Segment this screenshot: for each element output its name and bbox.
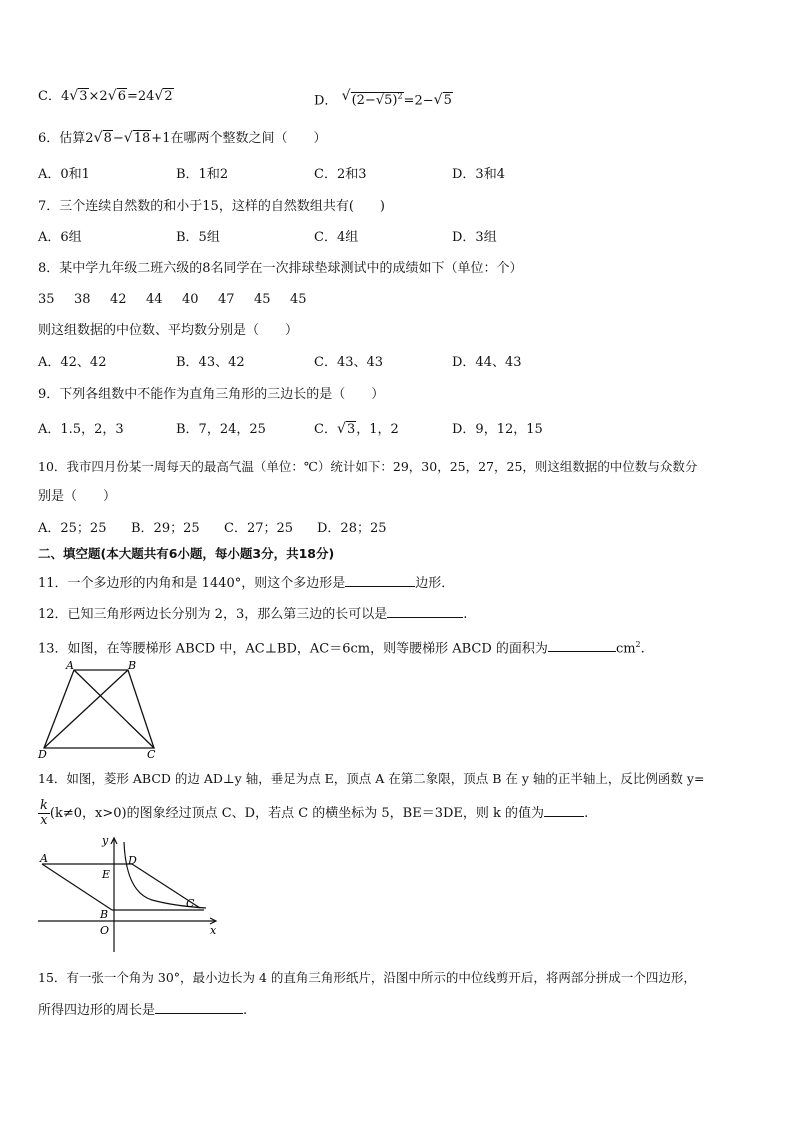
q-text: 11．一个多边形的内角和是 1440°，则这个多边形是 (38, 576, 346, 591)
fraction-k-over-x: $\frac{k}{x}$ (40, 798, 48, 828)
question-13 (38, 636, 645, 658)
q10-option-c: C．27；25 (224, 521, 294, 536)
q8-option-c: C．43、43 (314, 355, 384, 370)
question-14-line1: 14．如图，菱形 ABCD 的边 AD⊥y 轴，垂足为点 E，顶点 A 在第二象限，顶点 B 在 y 轴的正半轴上，反比例函数 y= (38, 771, 705, 786)
q5-option-c (38, 88, 174, 106)
q9-option-c (314, 421, 399, 439)
data-value: 44 (146, 292, 163, 307)
vertex-c-label: C (147, 748, 156, 760)
answer-blank (345, 573, 415, 587)
q-text: . (584, 806, 589, 821)
option-text: ，1，2 (356, 422, 399, 437)
sqrt-expr: √ 3 (337, 421, 356, 439)
option-label: C． (314, 422, 337, 437)
q7-option-a: A．6组 (38, 230, 82, 245)
x-axis-label: x (210, 924, 217, 937)
vertex-d-label: D (38, 748, 47, 760)
question-7: 7．三个连续自然数的和小于15，这样的自然数组共有( ) (38, 199, 385, 214)
question-15-line1: 15．有一张一个角为 30°，最小边长为 4 的直角三角形纸片，沿图中所示的中位线剪开后，将两部分拼成一个四边形， (38, 970, 696, 985)
data-value: 35 (38, 292, 55, 307)
point-a-label: A (40, 852, 48, 865)
point-d-label: D (128, 854, 137, 867)
q-text: 13．如图，在等腰梯形 ABCD 中，AC⊥BD，AC＝6cm，则等腰梯形 ABCD 的面积为 (38, 641, 548, 657)
q-text: . (243, 1003, 248, 1018)
sqrt-expr: √ 2 (154, 88, 173, 106)
section-heading: 二、填空题(本大题共有6小题，每小题3分，共18分) (38, 546, 335, 561)
q10-option-b: B．29；25 (131, 521, 200, 536)
vertex-a-label: A (66, 660, 74, 672)
q6-option-b: B．1和2 (176, 167, 229, 182)
q8-ask: 则这组数据的中位数、平均数分别是（ ） (38, 323, 299, 338)
option-label: D． (314, 93, 338, 109)
coef: 4 (60, 89, 70, 104)
sqrt-expr: √ 5 (434, 92, 453, 110)
op: ×2 (88, 89, 108, 104)
sqrt-expr: √ $(2-√5)^2$ (342, 88, 404, 110)
question-11 (38, 573, 454, 593)
point-c-label: C (186, 897, 195, 910)
q-text: . (463, 607, 468, 622)
sqrt-expr: √ 6 (108, 88, 127, 106)
question-10-line1: 10．我市四月份某一周每天的最高气温（单位：℃）统计如下：29，30，25，27，25，则这组数据的中位数与众数分 (38, 459, 698, 474)
option-label: C． (38, 89, 61, 104)
q8-option-b: B．43、42 (176, 355, 245, 370)
data-value: 40 (182, 292, 199, 307)
q-text: (k≠0，x>0)的图象经过顶点 C、D，若点 C 的横坐标为 5，BE＝3DE，则 k 的值为 (49, 806, 545, 821)
q6-option-d: D．3和4 (452, 167, 505, 182)
q10-option-a: A．25；25 (38, 521, 107, 536)
q8-data-row (38, 291, 326, 309)
data-value: 47 (218, 292, 235, 307)
q-text: 12．已知三角形两边长分别为 2，3，那么第三边的长可以是 (38, 607, 388, 622)
data-value: 38 (74, 292, 91, 307)
unit-exponent: 2 (635, 640, 641, 649)
q7-option-b: B．5组 (176, 230, 220, 245)
question-8: 8．某中学九年级二班六级的8名同学在一次排球垫球测试中的成绩如下（单位：个） (38, 261, 523, 276)
answer-blank (544, 803, 584, 817)
q8-option-a: A．42、42 (38, 355, 107, 370)
question-6 (38, 130, 326, 148)
data-value: 45 (290, 292, 307, 307)
data-value: 42 (110, 292, 127, 307)
q6-option-c: C．2和3 (314, 167, 367, 182)
sqrt-expr: √ 3 (69, 88, 88, 106)
q7-option-c: C．4组 (314, 230, 359, 245)
q7-option-d: D．3组 (452, 230, 497, 245)
q-text: . (640, 641, 645, 657)
origin-label: O (100, 924, 110, 937)
question-15-line2 (38, 1000, 247, 1020)
coef: 2 (85, 131, 94, 146)
op: =24 (126, 89, 155, 104)
q8-option-d: D．44、43 (452, 355, 522, 370)
q10-options (38, 520, 387, 538)
trapezoid-figure (32, 660, 167, 760)
op: =2− (403, 93, 434, 109)
q9-option-d: D．9，12，15 (452, 422, 543, 437)
q5-option-d (314, 88, 453, 110)
q-text: +1在哪两个整数之间（ ） (151, 131, 327, 146)
sqrt-expr: √ 8 (94, 130, 113, 148)
answer-blank (155, 1000, 243, 1014)
q10-option-d: D．28；25 (317, 521, 387, 536)
q-text: 边形． (415, 576, 455, 591)
y-axis-label: y (102, 834, 109, 847)
question-14-line2 (38, 798, 588, 830)
point-e-label: E (102, 868, 111, 881)
q-text: cm (615, 641, 636, 657)
answer-blank (548, 638, 616, 652)
q-text: 所得四边形的周长是 (38, 1003, 156, 1018)
question-10-line2: 别是（ ） (38, 489, 117, 504)
data-value: 45 (254, 292, 271, 307)
q-text: 6．估算 (38, 131, 86, 146)
q9-option-a: A．1.5，2，3 (38, 422, 124, 437)
vertex-b-label: B (128, 660, 137, 672)
q6-option-a: A．0和1 (38, 167, 90, 182)
op: − (112, 131, 124, 146)
point-b-label: B (100, 908, 109, 921)
sqrt-expr: √ 18 (124, 130, 152, 148)
answer-blank (387, 604, 463, 618)
q9-option-b: B．7，24，25 (176, 422, 266, 437)
question-12 (38, 604, 467, 624)
rhombus-figure (34, 832, 224, 956)
trapezoid-outline (44, 670, 154, 748)
question-9: 9．下列各组数中不能作为直角三角形的三边长的是（ ） (38, 387, 385, 402)
